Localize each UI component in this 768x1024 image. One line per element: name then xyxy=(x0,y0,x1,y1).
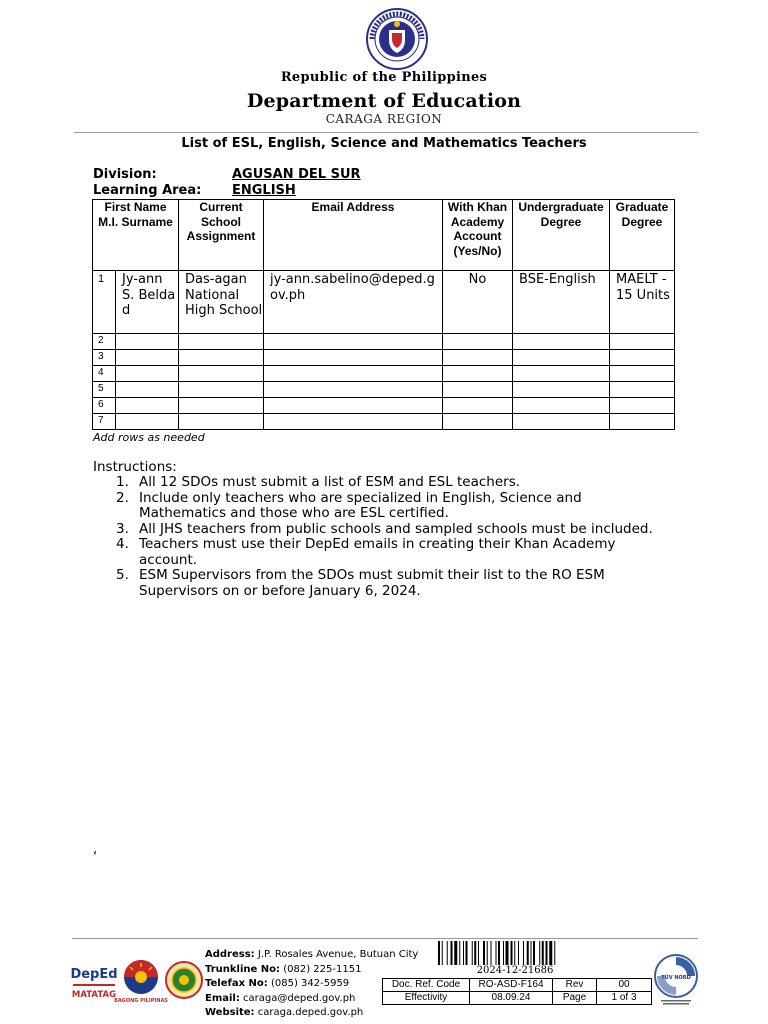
footer-divider xyxy=(72,938,698,939)
page-value: 1 of 3 xyxy=(597,992,652,1005)
barcode-bar xyxy=(466,941,468,965)
address-label: Address: xyxy=(205,949,255,960)
col-header-email: Email Address xyxy=(264,200,443,271)
row-number: 7 xyxy=(93,414,116,430)
row-number: 1 xyxy=(93,271,116,334)
cell xyxy=(443,366,513,382)
col-header-grad: Graduate Degree xyxy=(610,200,675,271)
cell xyxy=(443,350,513,366)
item-text: Include only teachers who are specialized in English, Science and Mathematics and those who are ESL certified. xyxy=(139,489,582,521)
division-value: AGUSAN DEL SUR xyxy=(232,167,361,182)
cell xyxy=(264,398,443,414)
barcode-bar xyxy=(478,941,479,965)
republic-text: Republic of the Philippines xyxy=(280,70,488,85)
telefax-label: Telefax No: xyxy=(205,978,268,989)
barcode-bar xyxy=(549,941,552,965)
col-header-school: Current School Assignment xyxy=(179,200,264,271)
division-label: Division: xyxy=(93,167,157,182)
instructions-heading: Instructions: xyxy=(93,459,177,475)
barcode-bar xyxy=(487,941,488,965)
region-name: CARAGA REGION xyxy=(325,112,443,126)
cell xyxy=(179,334,264,350)
barcode-bar xyxy=(533,941,535,965)
barcode-bar xyxy=(483,941,485,965)
table-row xyxy=(93,366,675,382)
barcode-bar xyxy=(474,941,476,965)
cell xyxy=(610,350,675,366)
cell xyxy=(610,366,675,382)
barcode-bar xyxy=(463,941,464,965)
barcode-bar xyxy=(542,941,544,965)
cell xyxy=(116,350,179,366)
barcode-bar xyxy=(451,941,453,965)
document-title: List of ESL, English, Science and Mathematics Teachers xyxy=(181,136,587,151)
row-number: 2 xyxy=(93,334,116,350)
reference-number: 2024-12-21686 xyxy=(476,965,554,976)
cell xyxy=(116,414,179,430)
cell xyxy=(443,334,513,350)
teacher-name: Jy-ann S. Belda d xyxy=(116,271,179,334)
cell xyxy=(179,350,264,366)
effectivity-value: 08.09.24 xyxy=(470,992,553,1005)
barcode-bar xyxy=(523,941,524,965)
instructions-list xyxy=(93,475,653,599)
trunkline-line xyxy=(205,963,418,978)
table-row xyxy=(93,350,675,366)
header-divider xyxy=(74,132,698,133)
barcode-icon xyxy=(438,941,592,965)
barcode-bar xyxy=(496,941,497,965)
barcode-bar xyxy=(518,941,519,965)
barcode-bar xyxy=(491,941,492,965)
list-item xyxy=(93,522,653,538)
cell xyxy=(264,334,443,350)
doc-ref-code-label: Doc. Ref. Code xyxy=(383,979,470,992)
khan-account: No xyxy=(443,271,513,334)
barcode-bar xyxy=(503,941,504,965)
address-line xyxy=(205,948,418,963)
cell xyxy=(513,382,610,398)
item-number: 1. xyxy=(116,474,129,490)
tuv-text: TÜV NORD xyxy=(661,975,691,981)
tuv-nord-iso-logo-icon xyxy=(653,954,699,1006)
barcode-bar xyxy=(447,941,448,965)
barcode-bar xyxy=(546,941,548,965)
document-control-table xyxy=(382,978,652,1005)
teachers-table xyxy=(92,199,675,430)
barcode-bar xyxy=(438,941,440,965)
barcode-bar xyxy=(514,941,515,965)
item-text: All 12 SDOs must submit a list of ESM and ESL teachers. xyxy=(139,474,521,490)
cell xyxy=(264,382,443,398)
teacher-school: Das-agan National High School xyxy=(179,271,264,334)
table-row xyxy=(93,398,675,414)
item-text: ESM Supervisors from the SDOs must submit their list to the RO ESM Supervisors on or before January 6, 2024. xyxy=(139,567,605,599)
matatag-text: MATATAG xyxy=(71,990,117,1000)
doc-ref-code-value: RO-ASD-F164 xyxy=(470,979,553,992)
bagong-text: BAGONG PILIPINAS xyxy=(114,998,168,1004)
table-row xyxy=(93,334,675,350)
list-item xyxy=(93,491,653,522)
cell xyxy=(513,350,610,366)
barcode-bar xyxy=(511,941,513,965)
deped-logo-text: DepEd xyxy=(70,967,118,982)
address-value: J.P. Rosales Avenue, Butuan City xyxy=(257,949,419,960)
cell xyxy=(116,366,179,382)
col-header-name: First Name M.I. Surname xyxy=(93,200,179,271)
table-row xyxy=(93,382,675,398)
barcode-bar xyxy=(539,941,540,965)
trunkline-value: (082) 225-1151 xyxy=(283,963,362,975)
telefax-value: (085) 342-5959 xyxy=(270,978,350,989)
cell xyxy=(513,398,610,414)
teacher-email: jy-ann.sabelino@deped.gov.ph xyxy=(264,271,443,334)
effectivity-label: Effectivity xyxy=(383,992,470,1005)
barcode-bar xyxy=(498,941,500,965)
website-line xyxy=(205,1006,418,1021)
table-row xyxy=(383,992,652,1005)
item-text: Teachers must use their DepEd emails in creating their Khan Academy account. xyxy=(139,536,616,568)
list-item xyxy=(93,568,653,599)
table-header-row xyxy=(93,200,675,271)
item-number: 4. xyxy=(116,536,129,552)
grad-degree: MAELT - 15 Units xyxy=(610,271,675,334)
table-row xyxy=(93,414,675,430)
item-number: 3. xyxy=(116,520,129,537)
rev-label: Rev xyxy=(553,979,597,992)
col-header-khan: With Khan Academy Account (Yes/No) xyxy=(443,200,513,271)
row-number: 3 xyxy=(93,350,116,366)
cell xyxy=(179,366,264,382)
cell xyxy=(264,350,443,366)
cell xyxy=(443,398,513,414)
cell xyxy=(513,414,610,430)
cell xyxy=(264,366,443,382)
item-number: 2. xyxy=(116,489,129,506)
barcode-bar xyxy=(459,941,460,965)
barcode-bar xyxy=(472,941,473,965)
barcode-bar xyxy=(454,941,457,965)
row-number: 4 xyxy=(93,366,116,382)
email-label: Email: xyxy=(205,992,240,1004)
item-text: All JHS teachers from public schools and sampled schools must be included. xyxy=(139,520,653,537)
list-item xyxy=(93,475,653,491)
barcode-bar xyxy=(531,941,532,965)
cell xyxy=(116,382,179,398)
barcode-bar xyxy=(527,941,529,965)
row-number: 5 xyxy=(93,382,116,398)
cell xyxy=(513,366,610,382)
list-item xyxy=(93,537,653,568)
add-rows-note: Add rows as needed xyxy=(93,431,205,444)
learning-area-value: ENGLISH xyxy=(232,183,296,198)
undergrad-degree: BSE-English xyxy=(513,271,610,334)
email-value: caraga@deped.gov.ph xyxy=(243,992,356,1004)
cell xyxy=(179,414,264,430)
row-number: 6 xyxy=(93,398,116,414)
item-number: 5. xyxy=(116,567,129,583)
table-row xyxy=(93,271,675,334)
cell xyxy=(513,334,610,350)
page-label: Page xyxy=(553,992,597,1005)
deped-matatag-logo-icon xyxy=(70,960,118,1004)
deped-seal-icon xyxy=(362,8,432,70)
trunkline-label: Trunkline No: xyxy=(205,963,281,975)
department-name: Department of Education xyxy=(246,90,522,112)
cell xyxy=(443,382,513,398)
barcode-bar xyxy=(506,941,509,965)
table-row xyxy=(383,979,652,992)
regional-seal-icon xyxy=(165,961,203,999)
rev-value: 00 xyxy=(597,979,652,992)
cell xyxy=(610,382,675,398)
barcode-bar xyxy=(442,941,443,965)
cell xyxy=(610,414,675,430)
cell xyxy=(179,382,264,398)
cell xyxy=(443,414,513,430)
website-label: Website: xyxy=(205,1007,255,1018)
learning-area-label: Learning Area: xyxy=(93,183,202,198)
cell xyxy=(610,398,675,414)
cell xyxy=(179,398,264,414)
cell xyxy=(116,334,179,350)
col-header-undergrad: Undergraduate Degree xyxy=(513,200,610,271)
cell xyxy=(116,398,179,414)
website-value: caraga.deped.gov.ph xyxy=(257,1007,364,1018)
bagong-pilipinas-logo-icon xyxy=(114,957,168,1005)
cell xyxy=(610,334,675,350)
cell xyxy=(264,414,443,430)
stray-mark: ‘ xyxy=(93,850,98,865)
barcode-bar xyxy=(554,941,555,965)
